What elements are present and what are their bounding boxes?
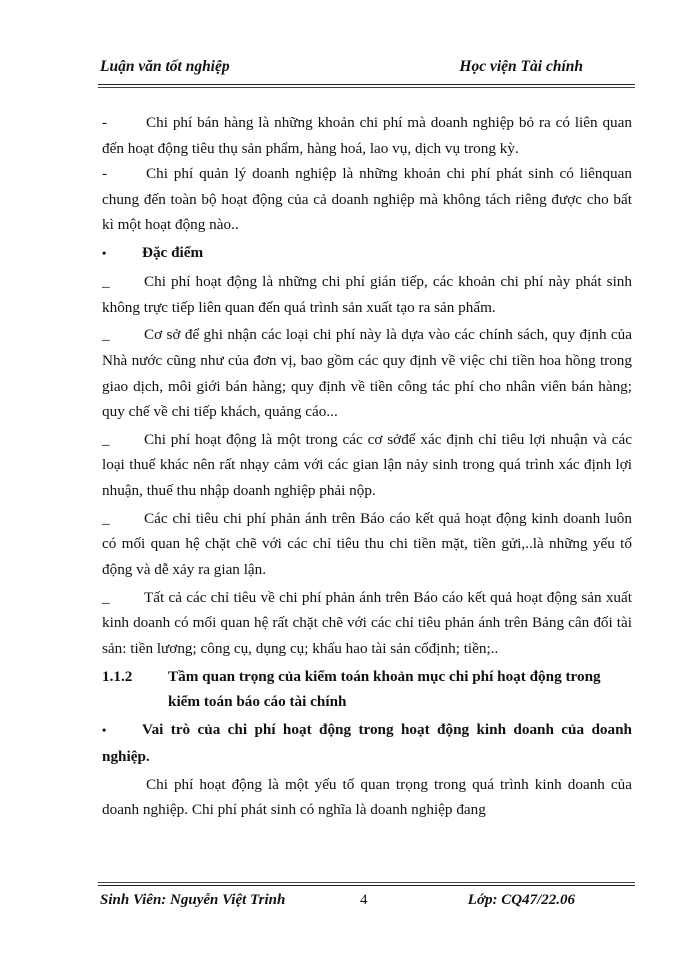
paragraph-selling-cost (102, 110, 632, 161)
heading-text: Vai trò của chi phí hoạt động trong hoạt động kinh doanh của doanh nghiệp. (102, 721, 632, 765)
dash-marker: - (102, 165, 108, 183)
feature-text: Các chỉ tiêu chi phí phản ánh trên Báo cáo kết quả hoạt động kinh doanh luôn có mối quan hệ chặt chẽ với các chỉ tiêu thu chi tiền mặt, tiền gửi,..là những yếu tố động và dễ xảy ra gian lận. (102, 509, 632, 579)
underscore-marker: _ (102, 272, 110, 290)
section-number: 1.1.2 (102, 667, 133, 685)
feature-item-4 (102, 506, 632, 583)
feature-item-2 (102, 322, 632, 424)
footer-student-name: Sinh Viên: Nguyễn Việt Trinh (100, 892, 286, 908)
bullet-icon: • (102, 246, 107, 261)
feature-text: Chi phí hoạt động là một trong các cơ sởđể xác định chỉ tiêu lợi nhuận và các loại thuế khác nên rất nhạy cảm với các gian lận nảy sinh trong quá trình xác định lợi nhuận, thuế thu nhập doanh nghiệp phải nộp. (102, 430, 632, 500)
heading-role (102, 717, 632, 769)
feature-text: Tất cả các chỉ tiêu về chi phí phản ánh trên Báo cáo kết quả hoạt động sản xuất kinh doanh có mối quan hệ rất chặt chẽ với các chỉ tiêu phản ánh trên Bảng cân đối tài sản: tiền lương; công cụ, dụng cụ; khấu hao tài sản cốđịnh; tiền;.. (102, 588, 632, 657)
feature-item-5 (102, 585, 632, 662)
underscore-marker: _ (102, 509, 110, 527)
paragraph-role: Chi phí hoạt động là một yếu tố quan trọng trong quá trình kinh doanh của doanh nghiệp. Chi phí phát sinh có nghĩa là doanh nghiệp đang (102, 775, 632, 819)
paragraph-text: Chi phí bán hàng là những khoản chi phí mà doanh nghiệp bỏ ra có liên quan đến hoạt động tiêu thụ sản phẩm, hàng hoá, lao vụ, dịch vụ trong kỳ. (102, 114, 632, 157)
page-body (102, 110, 632, 825)
feature-item-3 (102, 427, 632, 504)
heading-text: Đặc điểm (142, 244, 204, 262)
header-institution: Học viện Tài chính (459, 58, 583, 75)
underscore-marker: _ (102, 430, 110, 448)
header-rule-thick (98, 84, 635, 85)
section-heading-1-1-2 (102, 664, 632, 715)
underscore-marker: _ (102, 588, 110, 606)
feature-text: Cơ sở để ghi nhận các loại chi phí này là dựa vào các chính sách, quy định của Nhà nước cũng như của đơn vị, bao gồm các quy định về việc chi tiền hoa hồng trong giao dịch, môi giới bán hàng; quy định về tiền công tác phí cho nhân viên bán hàng; quy chế về chi tiếp khách, quảng cáo... (102, 326, 632, 421)
dash-marker: - (102, 114, 108, 131)
footer-rule-thick (98, 885, 635, 886)
feature-item-1 (102, 269, 632, 320)
heading-features (102, 240, 632, 267)
section-title-line-1: Tầm quan trọng của kiểm toán khoản mục chi phí hoạt động trong (168, 667, 601, 685)
feature-text: Chi phí hoạt động là những chi phí gián tiếp, các khoản chi phí này phát sinh không trực tiếp liên quan đến quá trình sản xuất tạo ra sản phẩm. (102, 272, 632, 316)
footer-class: Lớp: CQ47/22.06 (467, 892, 575, 908)
bullet-icon: • (102, 723, 107, 738)
footer-page-number: 4 (360, 892, 368, 908)
paragraph-admin-cost (102, 161, 632, 238)
header-thesis-title: Luận văn tốt nghiệp (100, 58, 230, 75)
page-footer (98, 892, 635, 914)
header-rule-thin (98, 87, 635, 88)
section-title-line-2: kiểm toán báo cáo tài chính (168, 693, 347, 711)
footer-rule-thin (98, 882, 635, 883)
paragraph-text: Chi phí quản lý doanh nghiệp là những khoản chi phí phát sinh có liênquan chung đến toàn bộ hoạt động của cả doanh nghiệp mà không tách riêng được cho bất kì một hoạt động nào.. (102, 165, 632, 234)
page-header (98, 58, 635, 82)
underscore-marker: _ (102, 326, 110, 344)
